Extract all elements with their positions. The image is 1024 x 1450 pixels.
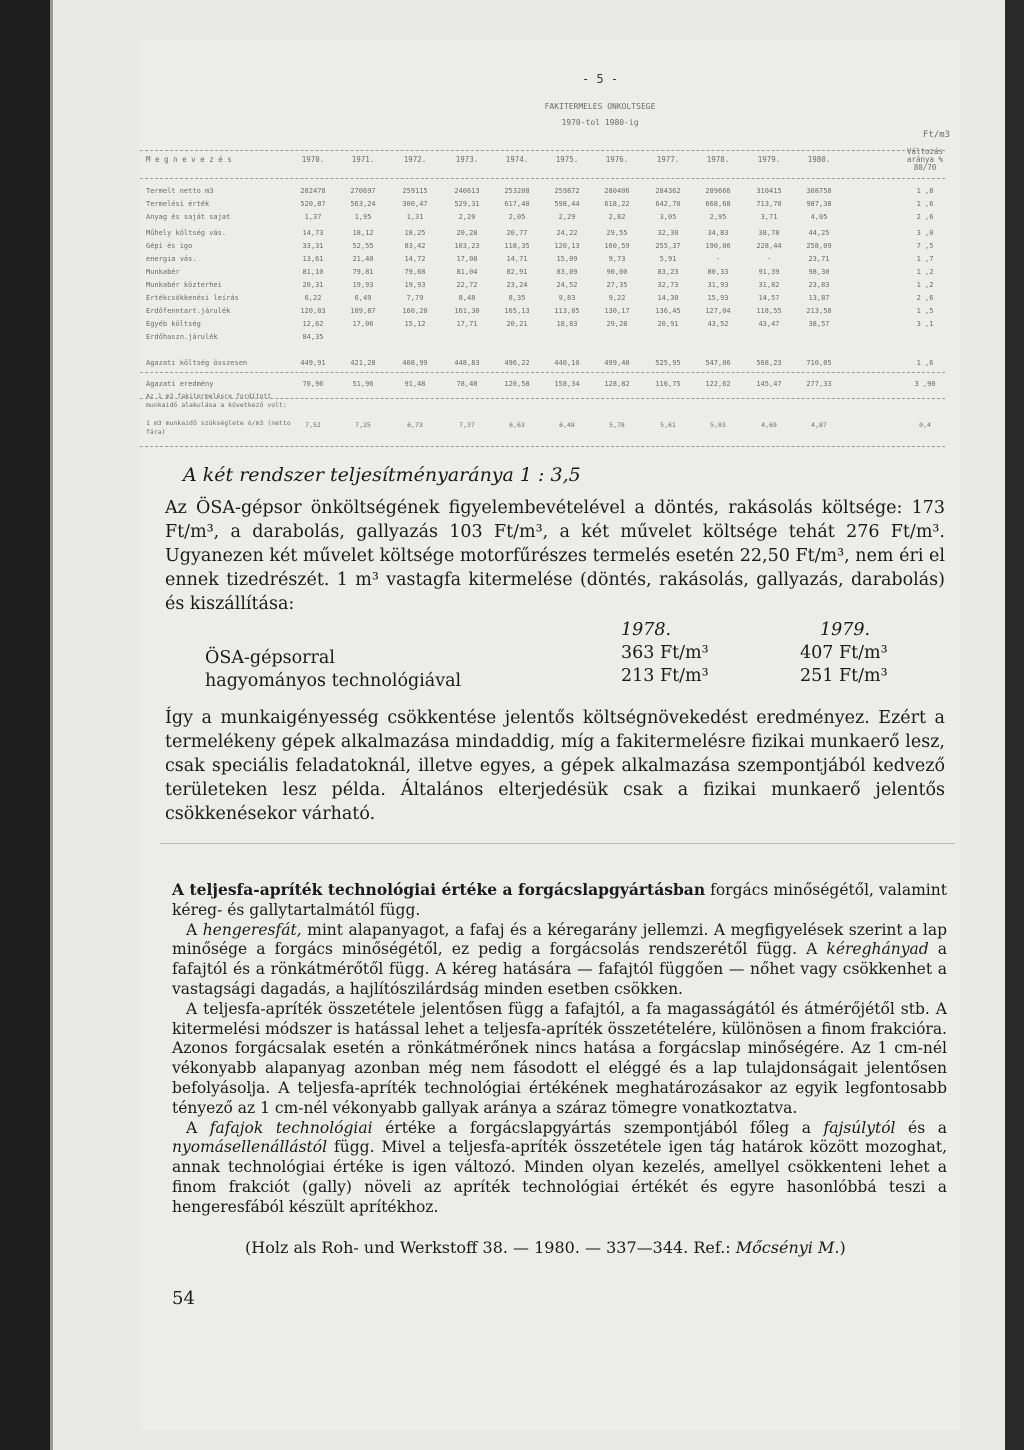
comparison-value-traditional-1978: 213 Ft/m³ <box>621 666 709 686</box>
table-cell: 23,24 <box>506 281 528 289</box>
term-kereghanyad: kéreghányad <box>826 940 929 959</box>
table-cell: 82,91 <box>506 268 528 276</box>
table-year-header: 1970. <box>301 155 325 164</box>
table-cell: 21,40 <box>352 255 374 263</box>
table-cell: 32,30 <box>657 229 679 237</box>
paragraph-conclusion: Így a munkaigényesség csökkentése jelentős költségnövekedést eredményez. Ezért a termelékeny gépek alkalmazása mindaddig, míg a fakitermelésre fizikai munkaerő lesz, csak speciális feladatoknál, illetve egyes, a gépek alkalmazása szempontjából kedvező területeken lesz példa. Általános elterjedésük csak a fizikai munkaerő jelentős csökkenésekor várható. <box>165 708 945 824</box>
table-cell: 79,81 <box>352 268 374 276</box>
comparison-label-traditional: hagyományos technológiával <box>205 671 462 691</box>
table-row-label: energia vás. <box>146 255 197 263</box>
term-fafajok: fafajok technológiai <box>209 1118 373 1137</box>
term-hengeresfa: hengeresfát, <box>202 920 302 939</box>
table-cell: 300,47 <box>402 200 428 208</box>
table-cell: 165,13 <box>504 307 530 315</box>
table-cell: 2,95 <box>709 213 727 221</box>
table-cell: 568,23 <box>756 359 782 367</box>
table-cell: 14,30 <box>657 294 679 302</box>
table-cell: 408,99 <box>402 359 428 367</box>
table-year-header: 1975. <box>555 155 579 164</box>
table-cell: 90,00 <box>606 268 628 276</box>
table-cell: 98,30 <box>808 268 830 276</box>
term-fajsuly: fajsúlytól <box>823 1118 896 1137</box>
table-cell: 116,75 <box>655 380 681 388</box>
table-row-label: Értékcsökkenési leírás <box>146 294 239 302</box>
table-cell: 34,83 <box>707 229 729 237</box>
table-total-label: Ágazati költség összesen <box>146 359 248 367</box>
table-cell: 122,62 <box>705 380 731 388</box>
table-year-header: 1979. <box>757 155 781 164</box>
left-scan-border <box>0 0 50 1450</box>
table-cell: 448,83 <box>454 359 480 367</box>
table-cell: 118,35 <box>504 242 530 250</box>
table-year-header: 1976. <box>605 155 629 164</box>
table-year-header: 1978. <box>706 155 730 164</box>
worktime-cell: 7,37 <box>459 421 475 429</box>
table-cell: 23,83 <box>808 281 830 289</box>
table-cell: 440,10 <box>554 359 580 367</box>
article-abstract <box>172 880 947 1218</box>
table-cell: 9,73 <box>608 255 626 263</box>
cost-table <box>140 62 965 452</box>
table-cell: 84,35 <box>302 333 324 341</box>
table-cell: 158,34 <box>554 380 580 388</box>
table-cell: 642,70 <box>655 200 681 208</box>
table-cell: 38,78 <box>758 229 780 237</box>
text-run: A <box>186 1118 210 1137</box>
table-cell: 563,24 <box>350 200 376 208</box>
table-cell: 120,13 <box>554 242 580 250</box>
table-cell: 20,91 <box>657 320 679 328</box>
text-run: a fafajtól és a rönkátmérőtől függ. A kéreg hatására — fafajtól függően — nőhet vagy csökkenhet a vastagsági dagadás, a hajlítószilárdság minden esetben csökken. <box>172 940 947 998</box>
page-divider <box>160 843 955 844</box>
table-cell: 81,04 <box>456 268 478 276</box>
table-subtitle: 1970-tol 1980-ig <box>561 118 639 127</box>
table-cell: 44,25 <box>808 229 830 237</box>
table-cell: 259872 <box>554 187 580 195</box>
table-cell: 52,55 <box>352 242 374 250</box>
text-run: és a <box>895 1118 947 1137</box>
table-cell: 128,82 <box>604 380 630 388</box>
table-cell: 1,95 <box>354 213 372 221</box>
worktime-cell: 5,03 <box>710 421 726 429</box>
article-title: A teljesfa-apríték technológiai értéke a forgácslapgyártásban <box>172 880 706 899</box>
worktime-cell: 4,69 <box>761 421 777 429</box>
binding-edge <box>50 0 53 1450</box>
table-footnote-worktime-label: 1 m3 munkaidő szükséglete ó/m3 (netto fára) <box>146 419 291 436</box>
table-title: FAKITERMELES ONKOLTSEGE <box>544 102 656 111</box>
table-cell: 1,37 <box>304 213 322 221</box>
table-change-cell: 2 ,6 <box>916 294 934 302</box>
table-cell: 14,72 <box>404 255 426 263</box>
table-row-label: Műhely költség vás. <box>146 229 227 237</box>
table-cell: 20,31 <box>302 281 324 289</box>
table-cell: 2,29 <box>558 213 576 221</box>
reference-author: Mőcsényi M. <box>735 1238 840 1257</box>
comparison-value-osa-1979: 407 Ft/m³ <box>800 643 888 663</box>
reference-source: (Holz als Roh- und Werkstoff 38. — 1980. — 337—344. Ref.: <box>245 1238 736 1257</box>
table-rule-bottom <box>140 446 945 447</box>
table-cell: 13,87 <box>808 294 830 302</box>
table-cell: 32,73 <box>657 281 679 289</box>
table-cell: 258,09 <box>806 242 832 250</box>
table-cell: 9,22 <box>608 294 626 302</box>
table-rule-total <box>140 372 945 373</box>
table-cell: 14,73 <box>302 229 324 237</box>
table-cell: 80,33 <box>707 268 729 276</box>
table-change-cell: 2 ,6 <box>916 213 934 221</box>
table-cell: 70,96 <box>302 380 324 388</box>
table-page-number: - 5 - <box>581 72 619 86</box>
table-cell: 118,55 <box>756 307 782 315</box>
table-change-cell: 1 ,6 <box>916 200 934 208</box>
table-change-cell: 1 ,6 <box>916 359 934 367</box>
table-cell: 29,55 <box>606 229 628 237</box>
table-cell: 15,93 <box>707 294 729 302</box>
table-cell: 83,09 <box>556 268 578 276</box>
table-cell: 24,22 <box>556 229 578 237</box>
table-cell: 161,30 <box>454 307 480 315</box>
table-cell: 23,71 <box>808 255 830 263</box>
table-year-header: 1971. <box>351 155 375 164</box>
text-run: mint alapanyagot, a fafaj és a kéregarány jellemzi. A megfigyelések szerint a lap minősége a forgács minőségétől, ez pedig a forgácsolás rendszerétől függ. A <box>172 920 947 959</box>
table-cell: 18,83 <box>556 320 578 328</box>
table-cell: 130,17 <box>604 307 630 315</box>
table-cell: 22,72 <box>456 281 478 289</box>
table-cell: 29,28 <box>606 320 628 328</box>
worktime-cell: 7,52 <box>305 421 321 429</box>
table-cell: 710,05 <box>806 359 832 367</box>
table-cell: 598,44 <box>554 200 580 208</box>
table-cell: 4,05 <box>810 213 828 221</box>
table-cell: 15,12 <box>404 320 426 328</box>
table-row-label: Termelési érték <box>146 200 210 208</box>
table-cell: 525,95 <box>655 359 681 367</box>
table-year-header: 1973. <box>455 155 479 164</box>
table-cell: 618,22 <box>604 200 630 208</box>
table-row-label: Munkabér <box>146 268 180 276</box>
table-cell: 449,91 <box>300 359 326 367</box>
table-cell: 91,39 <box>758 268 780 276</box>
worktime-change-cell: 0,4 <box>919 421 931 429</box>
table-cell: 14,57 <box>758 294 780 302</box>
table-cell: 6,22 <box>304 294 322 302</box>
table-cell: 987,38 <box>806 200 832 208</box>
table-cell: 160,59 <box>604 242 630 250</box>
table-cell: 8,48 <box>458 294 476 302</box>
table-cell: 19,93 <box>404 281 426 289</box>
table-cell: 289666 <box>705 187 731 195</box>
table-cell: 547,06 <box>705 359 731 367</box>
table-cell: 24,52 <box>556 281 578 289</box>
table-cell: 213,58 <box>806 307 832 315</box>
table-cell: 17,06 <box>352 320 374 328</box>
worktime-cell: 5,61 <box>660 421 676 429</box>
table-change-cell: 3 ,1 <box>916 320 934 328</box>
text-run: függ. Mivel a teljesfa-apríték összetétele igen tág határok között mozoghat, annak technológiai értéke is igen változó. Minden olyan kezelés, amellyel csökkenteni lehet a finom frakciót (gally) növeli az apríték technológiai értékét és egyre hasonlóbbá teszi a hengeresfából készült aprítékhoz. <box>172 1138 947 1216</box>
table-cell: 113,05 <box>554 307 580 315</box>
worktime-cell: 6,73 <box>407 421 423 429</box>
table-cell: 713,70 <box>756 200 782 208</box>
comparison-value-traditional-1979: 251 Ft/m³ <box>800 666 888 686</box>
table-year-header: 1980. <box>807 155 831 164</box>
table-cell: 38,57 <box>808 320 830 328</box>
table-cell: 120,03 <box>300 307 326 315</box>
table-change-cell: 3 ,0 <box>916 229 934 237</box>
table-cell: 421,28 <box>350 359 376 367</box>
comparison-label-osa: ÖSA-gépsorral <box>205 648 335 668</box>
table-cell: 91,48 <box>404 380 426 388</box>
table-cell: 103,23 <box>454 242 480 250</box>
table-cell: 2,82 <box>608 213 626 221</box>
worktime-cell: 7,25 <box>355 421 371 429</box>
table-footnote: Az 1 m3 fakitermelésre fordított munkaidő alakulása a következő volt: <box>146 392 287 409</box>
table-change-cell: 1 ,2 <box>916 281 934 289</box>
table-cell: 2,20 <box>458 213 476 221</box>
section-heading: A két rendszer teljesítményaránya 1 : 3,5 <box>183 464 581 486</box>
table-cell: 27,35 <box>606 281 628 289</box>
table-cell: 20,77 <box>506 229 528 237</box>
table-cell: 308758 <box>806 187 832 195</box>
table-row-label: Egyéb költség <box>146 320 201 328</box>
table-row-label: Termelt netto m3 <box>146 187 214 195</box>
table-cell: 6,49 <box>354 294 372 302</box>
paragraph-cost: Az ÖSA-gépsor önköltségének figyelembevételével a döntés, rakásolás költsége: 173 Ft/m³, a darabolás, gallyazás 103 Ft/m³, a két művelet költsége tehát 276 Ft/m³. Ugyanezen két művelet költsége motorfűrészes termelés esetén 22,50 Ft/m³, nem éri el ennek tizedrészét. 1 m³ vastagfa kitermelése (döntés, rakásolás, gallyazás, darabolás) és kiszállítása: <box>165 498 945 614</box>
text-run: A <box>186 920 203 939</box>
table-cell: 310415 <box>756 187 782 195</box>
table-change-cell: 1 ,8 <box>916 187 934 195</box>
table-row-label: Munkabér közterhei <box>146 281 222 289</box>
term-nyomasellenallas: nyomásellenállástól <box>172 1138 328 1157</box>
table-cell: 3,71 <box>760 213 778 221</box>
table-cell: 18,25 <box>404 229 426 237</box>
table-year-header: 1977. <box>656 155 680 164</box>
table-cell: 18,12 <box>352 229 374 237</box>
table-cell: 499,40 <box>604 359 630 367</box>
article-paragraph-composition: A teljesfa-apríték összetétele jelentősen függ a fafajtól, a fa magasságától és átmérőjétől stb. A kitermelési módszer is hatással lehet a teljesfa-apríték összetételére, különösen a finom frakcióra. Azonos forgácsalak esetén a rönkátmérőnek nincs hatása a forgácslap minőségére. Az 1 cm-nél vékonyabb alapanyag azonban még nem fásodott el eléggé és a lap tulajdonságait jelentősen befolyásolja. A teljesfa-apríték technológiai értékének meghatározásakor az egyik legfontosabb tényező az 1 cm-nél vékonyabb gallyak aránya a száraz tömegre vonatkoztatva. <box>172 999 947 1117</box>
table-cell: 8,35 <box>508 294 526 302</box>
table-cell: 1,31 <box>406 213 424 221</box>
table-cell: 17,71 <box>456 320 478 328</box>
table-cell: 280406 <box>604 187 630 195</box>
table-cell: 13,61 <box>302 255 324 263</box>
page-number: 54 <box>172 1288 195 1309</box>
table-cell: 259115 <box>402 187 428 195</box>
table-cell: 127,04 <box>705 307 731 315</box>
table-cell: 33,31 <box>302 242 324 250</box>
table-cell: 78,48 <box>456 380 478 388</box>
table-cell: 20,28 <box>456 229 478 237</box>
table-cell: 520,87 <box>300 200 326 208</box>
table-cell: 668,68 <box>705 200 731 208</box>
table-result-label: Ágazati eredmény <box>146 380 214 388</box>
table-row-label: Anyag és saját sajat <box>146 213 231 221</box>
text-run: értéke a forgácslapgyártás szempontjából főleg a <box>372 1118 824 1137</box>
table-cell: 120,58 <box>504 380 530 388</box>
table-cell: 160,20 <box>402 307 428 315</box>
comparison-value-osa-1978: 363 Ft/m³ <box>621 643 709 663</box>
table-change-cell: 7 ,5 <box>916 242 934 250</box>
table-header-change: Változás aránya % 80/70 <box>906 147 944 172</box>
table-change-cell: 1 ,7 <box>916 255 934 263</box>
table-cell: 136,45 <box>655 307 681 315</box>
table-cell: 240613 <box>454 187 480 195</box>
table-cell: 31,82 <box>758 281 780 289</box>
table-header-label: M e g n e v e z é s <box>146 155 232 164</box>
table-cell: 81,10 <box>302 268 324 276</box>
table-cell: 529,31 <box>454 200 480 208</box>
reference-close: ) <box>839 1238 846 1257</box>
table-cell: 255,37 <box>655 242 681 250</box>
table-year-header: 1974. <box>505 155 529 164</box>
worktime-cell: 6,48 <box>559 421 575 429</box>
table-cell: 43,52 <box>707 320 729 328</box>
table-cell: 2,05 <box>508 213 526 221</box>
table-cell: 31,93 <box>707 281 729 289</box>
worktime-cell: 4,87 <box>811 421 827 429</box>
table-rule-top <box>140 150 945 151</box>
table-cell: 83,23 <box>657 268 679 276</box>
table-cell: 9,83 <box>558 294 576 302</box>
table-cell: - <box>766 255 772 263</box>
table-cell: 51,96 <box>352 380 374 388</box>
table-rule-header <box>140 178 945 179</box>
table-cell: 15,09 <box>556 255 578 263</box>
table-cell: 496,22 <box>504 359 530 367</box>
comparison-year-1979: 1979. <box>820 620 871 640</box>
table-cell: 145,47 <box>756 380 782 388</box>
table-cell: 43,47 <box>758 320 780 328</box>
table-cell: 277,33 <box>806 380 832 388</box>
table-cell: 14,71 <box>506 255 528 263</box>
worktime-cell: 6,63 <box>509 421 525 429</box>
table-cell: 17,08 <box>456 255 478 263</box>
table-cell: 79,68 <box>404 268 426 276</box>
table-cell: 617,40 <box>504 200 530 208</box>
table-cell: - <box>715 255 721 263</box>
table-row-label: Erdőfenntart.járulék <box>146 307 231 315</box>
table-year-header: 1972. <box>403 155 427 164</box>
comparison-year-1978: 1978. <box>621 620 672 640</box>
table-row-label: Gépi és igo <box>146 242 193 250</box>
right-scan-border <box>1005 0 1024 1450</box>
table-unit: Ft/m3 <box>922 130 950 140</box>
article-reference <box>245 1238 846 1257</box>
table-cell: 282478 <box>300 187 326 195</box>
table-cell: 19,93 <box>352 281 374 289</box>
table-cell: 20,21 <box>506 320 528 328</box>
worktime-cell: 5,78 <box>609 421 625 429</box>
table-cell: 253208 <box>504 187 530 195</box>
table-change-cell: 3 ,90 <box>914 380 936 388</box>
table-change-cell: 1 ,5 <box>916 307 934 315</box>
table-cell: 5,91 <box>659 255 677 263</box>
table-cell: 270697 <box>350 187 376 195</box>
table-cell: 109,87 <box>350 307 376 315</box>
table-cell: 190,06 <box>705 242 731 250</box>
table-cell: 228,44 <box>756 242 782 250</box>
table-cell: 83,42 <box>404 242 426 250</box>
article-intro: forgács minőségétől, valamint kéreg- és gallytartalmától függ. <box>172 881 947 919</box>
table-cell: 284362 <box>655 187 681 195</box>
table-change-cell: 1 ,2 <box>916 268 934 276</box>
table-cell: 3,05 <box>659 213 677 221</box>
table-row-label: Erdőhaszn.járulék <box>146 333 218 341</box>
table-cell: 7,79 <box>406 294 424 302</box>
table-cell: 12,62 <box>302 320 324 328</box>
